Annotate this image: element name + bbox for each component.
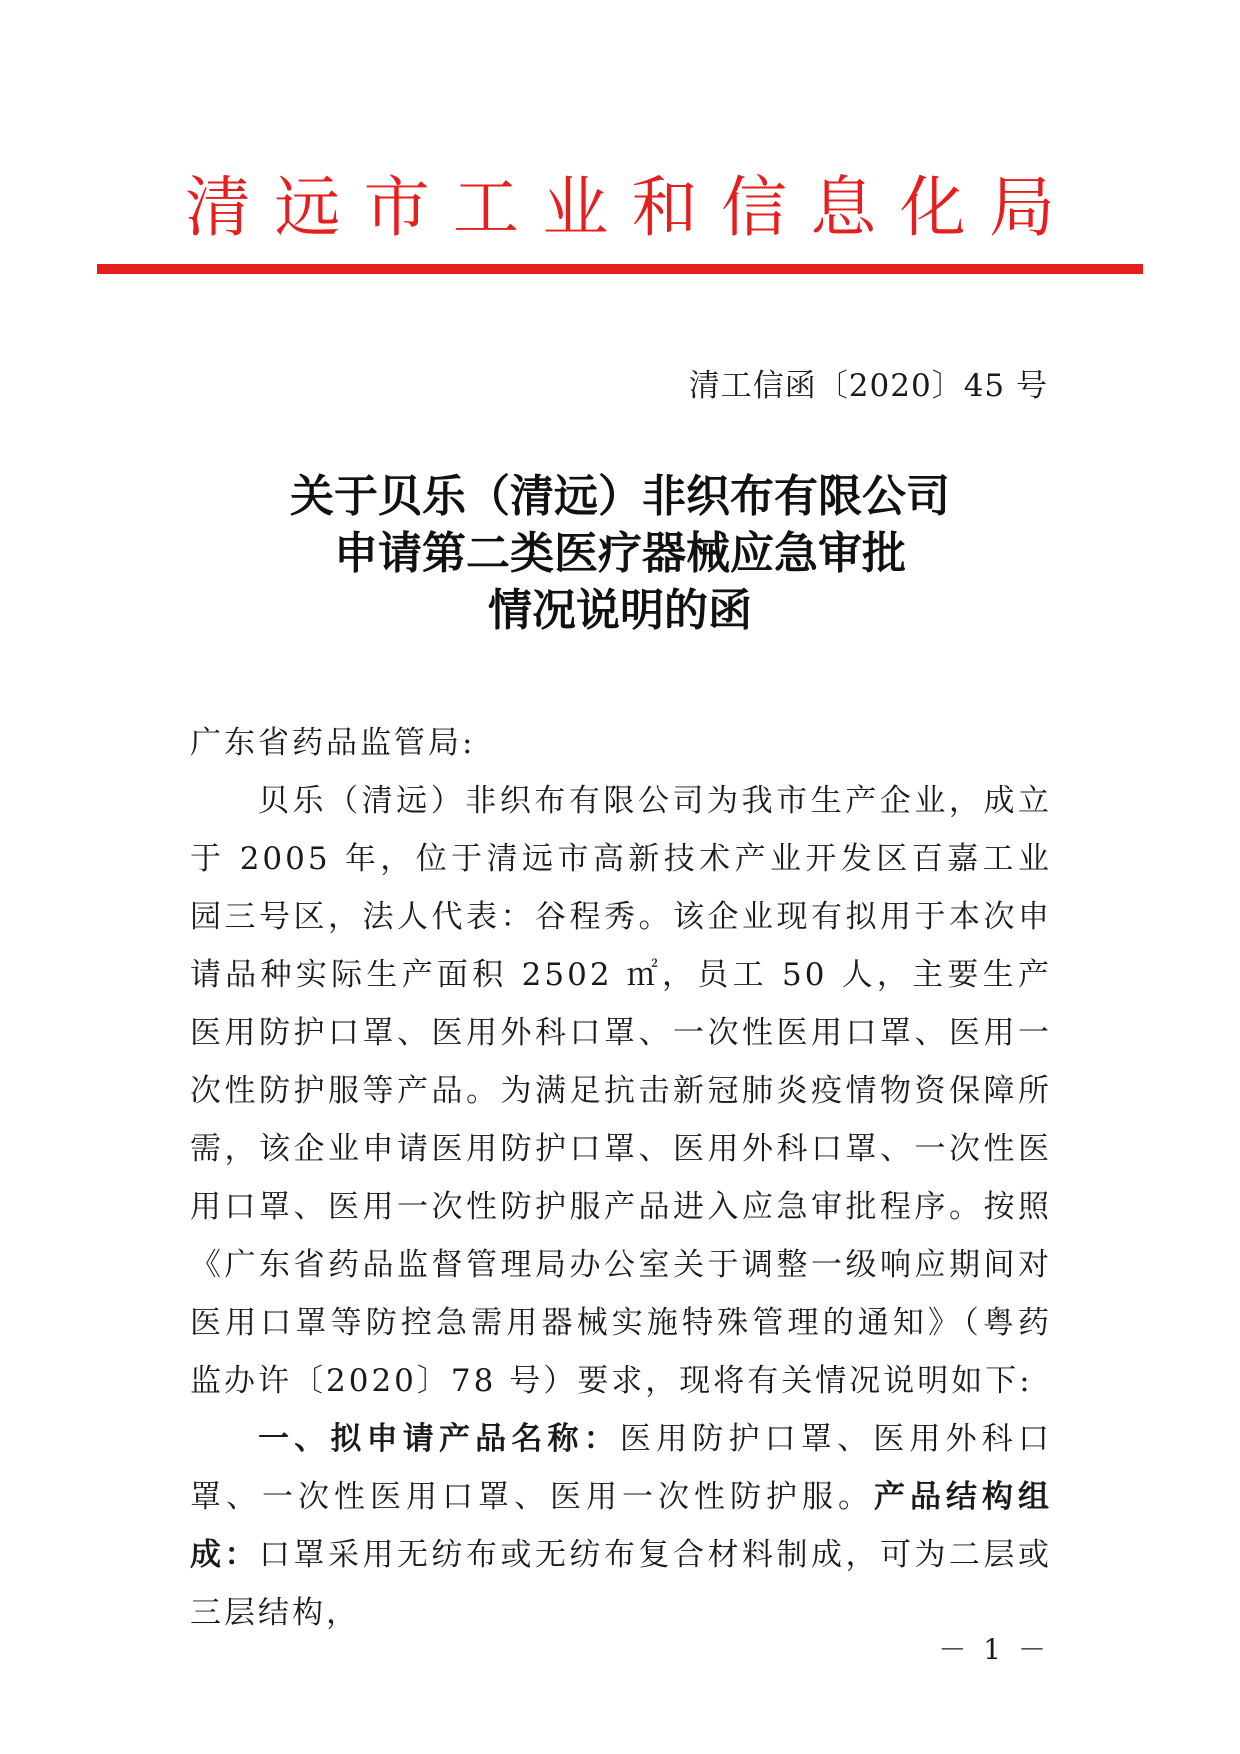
title-line: 关于贝乐（清远）非织布有限公司 xyxy=(290,471,950,522)
masthead-char: 市 xyxy=(363,169,430,246)
title-line: 申请第二类医疗器械应急审批 xyxy=(334,528,906,579)
header-divider xyxy=(97,264,1143,274)
masthead-char: 局 xyxy=(988,169,1055,246)
product-structure: 口罩采用无纺布或无纺布复合材料制成，可为二层或三层结构， xyxy=(190,1537,1052,1631)
document-body xyxy=(190,714,1052,1642)
issuer-masthead xyxy=(185,168,1055,248)
masthead-char: 信 xyxy=(720,169,787,246)
masthead-char: 工 xyxy=(452,169,519,246)
section-subheading: 产品结构组成： xyxy=(190,1479,1052,1573)
salutation: 广东省药品监管局: xyxy=(190,725,476,761)
paragraph-intro: 贝乐（清远）非织布有限公司为我市生产企业，成立于 2005 年，位于清远市高新技术产业开发区百嘉工业园三号区，法人代表：谷程秀。该企业现有拟用于本次申请品种实际生产面积 2502 ㎡，员工 50 人，主要生产医用防护口罩、医用外科口罩、一次性医用口罩、医用一次性防护服等产品。为满足抗击新冠肺炎疫情物资保障所需，该企业申请医用防护口罩、医用外科口罩、一次性医用口罩、医用一次性防护服产品进入应急审批程序。按照《广东省药品监督管理局办公室关于调整一级响应期间对医用口罩等防控急需用器械实施特殊管理的通知》（粤药监办许〔2020〕78 号）要求，现将有关情况说明如下: xyxy=(190,783,1052,1399)
title-line: 情况说明的函 xyxy=(488,585,752,636)
masthead-char: 化 xyxy=(899,169,966,246)
masthead-char: 息 xyxy=(810,169,877,246)
masthead-char: 和 xyxy=(631,169,698,246)
section-heading: 一、拟申请产品名称： xyxy=(258,1421,620,1457)
masthead-char: 业 xyxy=(542,169,609,246)
document-title xyxy=(0,468,1240,639)
product-names: 医用防护口罩、医用外科口罩、一次性医用口罩、医用一次性防护服。 xyxy=(190,1421,1053,1515)
masthead-char: 清 xyxy=(185,169,251,246)
document-number: 清工信函〔2020〕45 号 xyxy=(688,368,1048,404)
masthead-char: 远 xyxy=(274,169,341,246)
paragraph-product xyxy=(190,1410,1052,1642)
page-number: － 1 － xyxy=(938,1633,1050,1666)
